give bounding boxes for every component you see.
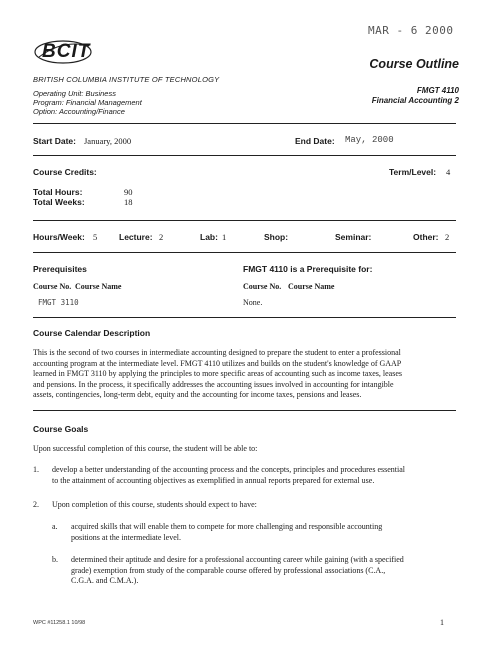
- lecture-value: 2: [159, 232, 164, 242]
- calendar-line: and pensions. In the process, it specifically addresses the accounting issues involved in accounting for intangible: [33, 379, 394, 389]
- total-weeks-value: 18: [124, 197, 133, 207]
- program: Program: Financial Management: [33, 98, 142, 107]
- goals-intro: Upon successful completion of this course, the student will be able to:: [33, 444, 258, 453]
- divider: [33, 252, 456, 253]
- prereq-for-col-course-name: Course Name: [288, 282, 335, 291]
- goal-2b-label: b.: [52, 555, 58, 564]
- document-title: Course Outline: [369, 57, 459, 71]
- goal-2a-label: a.: [52, 522, 58, 531]
- prerequisite-for-heading: FMGT 4110 is a Prerequisite for:: [243, 264, 373, 274]
- goal-1-number: 1.: [33, 465, 39, 474]
- calendar-line: learned in FMGT 3110 by applying the principles to more specific areas of accounting such as income taxes, leases: [33, 369, 403, 378]
- divider: [33, 220, 456, 221]
- seminar-label: Seminar:: [335, 232, 372, 242]
- other-label: Other:: [413, 232, 439, 242]
- goal-2-number: 2.: [33, 500, 39, 509]
- goal-2b-line: C.G.A. and C.M.A.).: [71, 576, 139, 585]
- institute-name: BRITISH COLUMBIA INSTITUTE OF TECHNOLOGY: [33, 75, 220, 84]
- lab-value: 1: [222, 232, 227, 242]
- goal-2b-line: determined their aptitude and desire for a professional accounting career while gaining (with a specified: [71, 555, 404, 564]
- course-name: Financial Accounting 2: [371, 96, 459, 105]
- calendar-description: [33, 348, 463, 401]
- goal-1-line: develop a better understanding of the accounting process and the concepts, principles and procedures essential: [52, 465, 405, 474]
- hours-week-value: 5: [93, 232, 98, 242]
- term-level-value: 4: [446, 167, 451, 177]
- lecture-label: Lecture:: [119, 232, 153, 242]
- prereq-for-col-course-no: Course No.: [243, 282, 282, 291]
- divider: [33, 317, 456, 318]
- end-date-value: May, 2000: [345, 135, 394, 145]
- calendar-line: This is the second of two courses in intermediate accounting designed to prepare the student to enter a professional: [33, 348, 401, 357]
- shop-label: Shop:: [264, 232, 289, 242]
- divider: [33, 155, 456, 156]
- prereq-course-item: FMGT 3110: [38, 298, 79, 307]
- calendar-line: accounting program at the intermediate level. FMGT 4110 utilizes and builds on the student's knowledge of GAAP: [33, 358, 402, 368]
- bcit-logo: [33, 35, 93, 67]
- goal-2b: [71, 555, 404, 587]
- other-value: 2: [445, 232, 450, 242]
- course-goals-heading: Course Goals: [33, 424, 89, 434]
- divider: [33, 410, 456, 411]
- option: Option: Accounting/Finance: [33, 107, 125, 116]
- start-date-label: Start Date:: [33, 136, 76, 146]
- divider: [33, 123, 456, 124]
- calendar-line: assets, contingencies, long-term debt, equity and the accounting for income taxes, pensions and leases.: [33, 390, 362, 399]
- goal-2a: [71, 522, 382, 543]
- goal-2: Upon completion of this course, students should expect to have:: [52, 500, 257, 509]
- calendar-description-heading: Course Calendar Description: [33, 328, 151, 338]
- goal-2b-line: grade) exemption from study of the comparable course offered by professional associations (C.A.,: [71, 565, 386, 575]
- term-level-label: Term/Level:: [389, 167, 437, 177]
- logo-text: BCIT: [42, 41, 91, 62]
- course-credits-label: Course Credits:: [33, 167, 97, 177]
- end-date-label: End Date:: [295, 136, 335, 146]
- goal-1-line: to the attainment of accounting objectives as exemplified in annual reports prepared for external use.: [52, 475, 375, 485]
- lab-label: Lab:: [200, 232, 218, 242]
- prereq-col-course-no: Course No.: [33, 282, 72, 291]
- total-hours-label: Total Hours:: [33, 187, 83, 197]
- goal-2a-line: acquired skills that will enable them to compete for more challenging and responsible accounting: [71, 522, 383, 531]
- goal-2a-line: positions at the intermediate level.: [71, 532, 181, 542]
- start-date-value: January, 2000: [84, 136, 132, 146]
- total-weeks-label: Total Weeks:: [33, 197, 85, 207]
- page-number: 1: [440, 618, 444, 627]
- prereq-col-course-name: Course Name: [75, 282, 122, 291]
- total-hours-value: 90: [124, 187, 133, 197]
- footer-code: WPC #11258.1 10/98: [33, 620, 86, 626]
- course-code: FMGT 4110: [416, 86, 459, 95]
- prerequisites-heading: Prerequisites: [33, 264, 87, 274]
- goal-1: [52, 465, 405, 486]
- hours-week-label: Hours/Week:: [33, 232, 85, 242]
- prereq-for-item: None.: [243, 298, 263, 307]
- operating-unit: Operating Unit: Business: [33, 89, 116, 98]
- received-date-stamp: MAR - 6 2000: [368, 24, 454, 37]
